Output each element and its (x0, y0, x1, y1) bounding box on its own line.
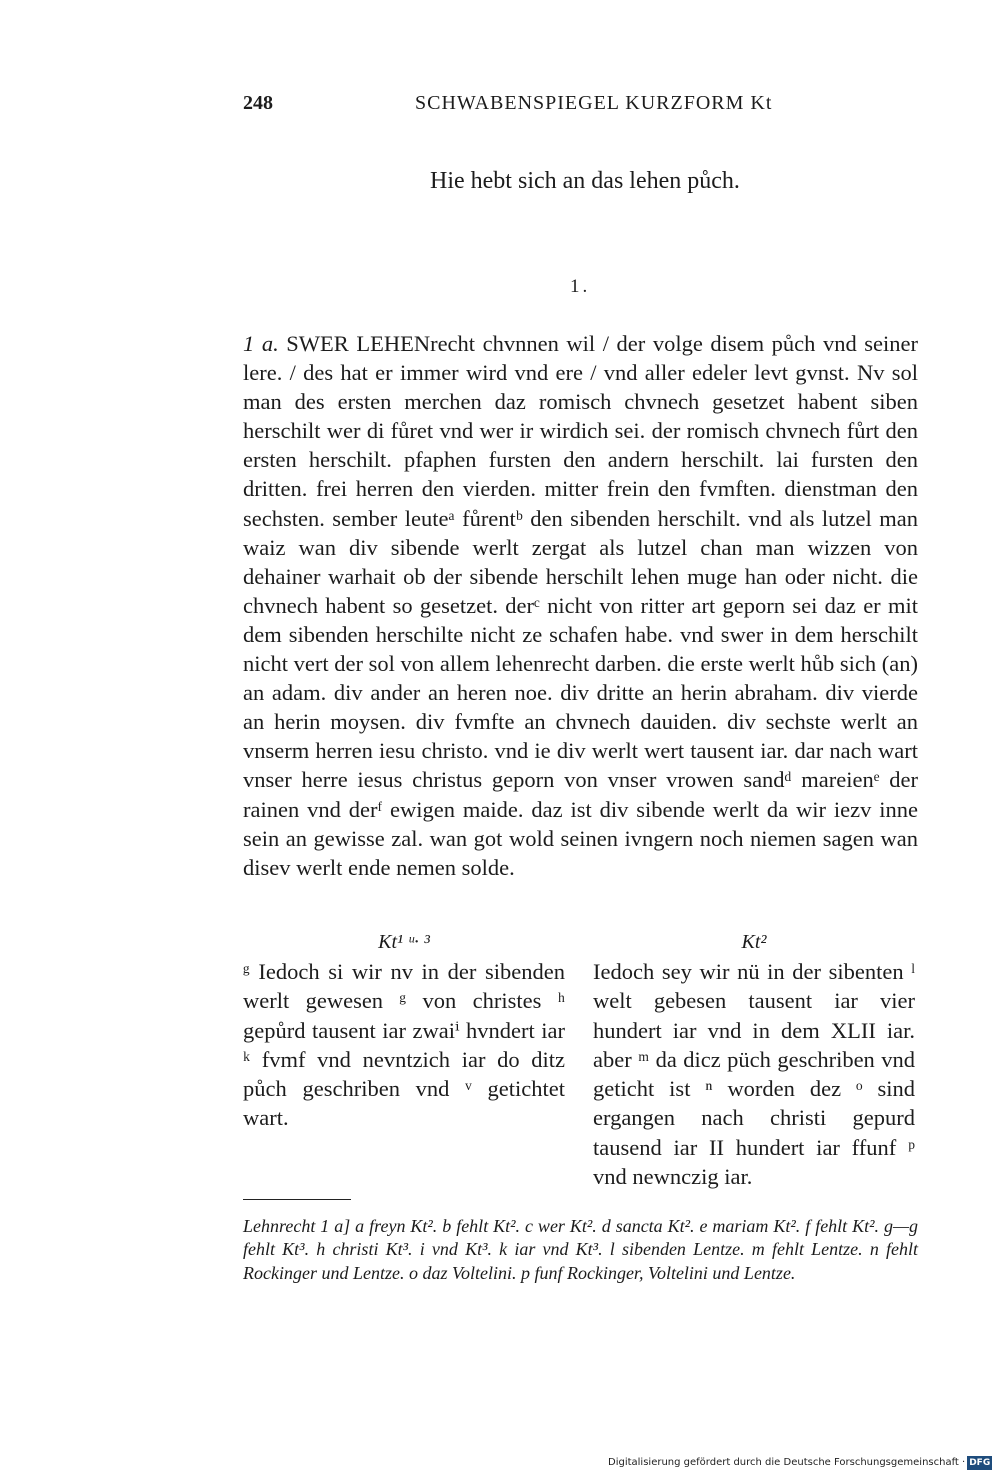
footnotes: Lehnrecht 1 a] a freyn Kt². b fehlt Kt². c wer Kt². d sancta Kt². e mariam Kt². f fehlt Kt². g—g fehlt Kt³. h christi Kt³. i vnd Kt³. k iar vnd Kt³. l sibenden Lentze. m fehlt Lentze. n fehlt Rockinger und Lentze. o daz Voltelini. p funf Rockinger, Voltelini und Lentze. (243, 1216, 918, 1283)
right-column-heading: Kt² (741, 931, 767, 953)
credit-text: Digitalisierung gefördert durch die Deutsche Forschungsgemeinschaft · (608, 1457, 966, 1468)
left-column-text: ᵍ Iedoch si wir nv in der sibenden werlt gewesen ᵍ von christes ʰ gepůrd tausent iar zwaiⁱ hvndert iar ᵏ fvmf vnd nevntzich iar do ditz půch geschriben vnd ᵛ getichtet wart. (243, 959, 565, 1131)
main-paragraph (243, 329, 918, 882)
section-heading: Hie hebt sich an das lehen půch. (430, 168, 740, 194)
footnote-divider (243, 1199, 351, 1200)
running-title: SCHWABENSPIEGEL KURZFORM Kt (415, 92, 773, 114)
section-number: 1. (570, 276, 591, 297)
dfg-logo: DFG (969, 1458, 991, 1468)
paragraph-text: SWER LEHENrecht chvnnen wil / der volge disem půch vnd seiner lere. / des hat er immer wird vnd ere / vnd aller edeler levt gvnst. Nv sol man des ersten merchen daz romisch chvnech gesetzet habent siben herschilt wer di fůret vnd wer ir wirdich sei. der romisch chvnech fůrt den ersten herschilt. pfaphen fursten den andern herschilt. lai fursten den dritten. frei herren den vierden. mitter frein den fvmften. dienstman den sechsten. sember leuteᵃ fůrentᵇ den sibenden herschilt. vnd als lutzel man waiz wan div sibende werlt zergat als lutzel chan man wizzen von dehainer warhait ob der sibende herschilt lehen muge han oder nicht. die chvnech habent so gesetzet. derᶜ nicht von ritter art geporn sei daz er mit dem sibenden herschilte nicht ze schafen habe. vnd swer in dem herschilt nicht vert der sol von allem lehenrecht darben. die erste werlt hůb sich (an) an adam. div ander an heren noe. div dritte an herin abraham. div vierde an herin moysen. div fvmfte an chvnech dauiden. div sechste werlt an vnserm herren iesu christo. vnd ie div werlt wert tausent iar. dar nach wart vnser herre iesus christus geporn von vnser vrowen sandᵈ mareienᵉ der rainen vnd derᶠ ewigen maide. daz ist div sibende werlt da wir iezv inne sein an gewisse zal. wan got wold seinen ivngern noch niemen sagen wan disev werlt ende nemen solde. (243, 331, 919, 880)
page-number: 248 (243, 92, 273, 114)
digitization-credit (608, 1456, 992, 1470)
right-column (593, 928, 915, 1191)
left-column (243, 928, 565, 1133)
paragraph-label: 1 a. (243, 331, 279, 356)
left-column-heading: Kt¹ ᵘ· ³ (378, 931, 430, 953)
right-column-text: Iedoch sey wir nü in der sibenten ˡ welt gebesen tausent iar vier hundert iar vnd in dem XLII iar. aber ᵐ da dicz püch geschriben vnd geticht ist ⁿ worden dez ᵒ sind ergangen nach christi gepurd tausend iar II hundert iar ffunf ᵖ vnd newnczig iar. (593, 959, 915, 1190)
